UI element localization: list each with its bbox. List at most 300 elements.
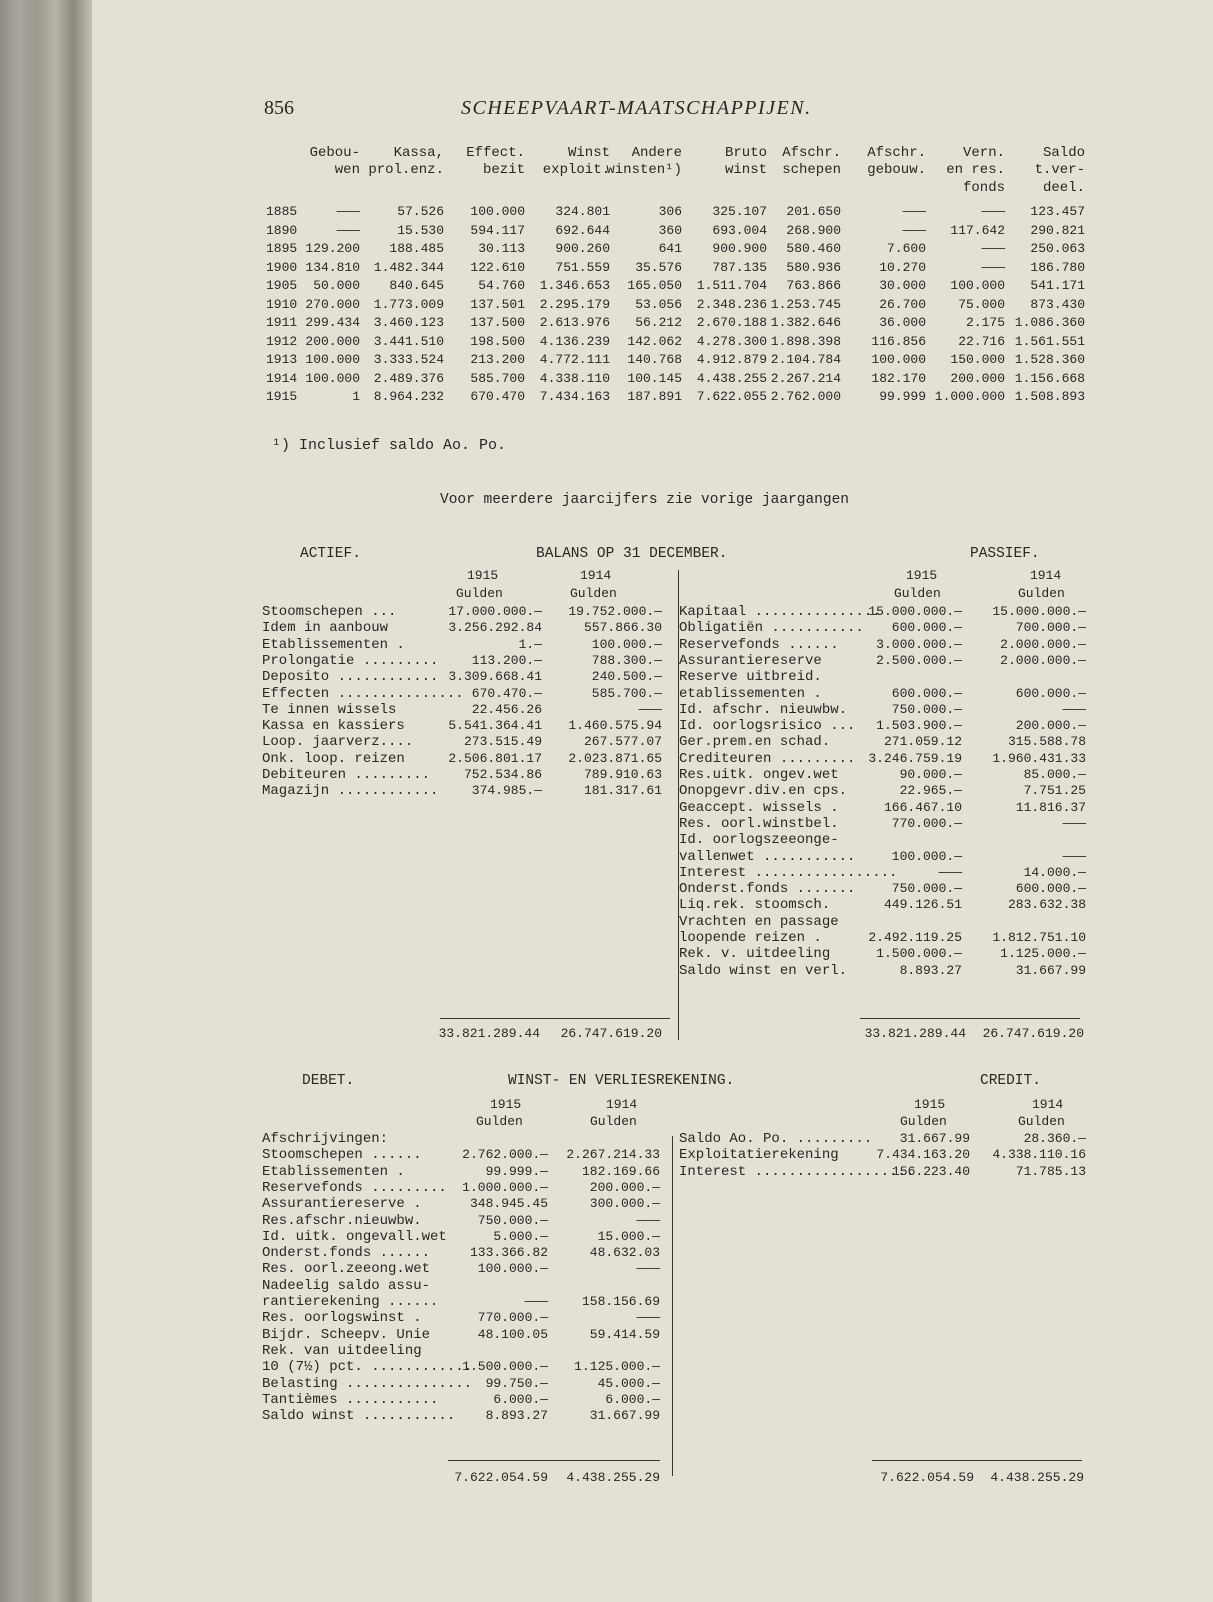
stats-cell: 2.267.214 (770, 370, 841, 386)
debet-row-label: Onderst.fonds ...... (262, 1245, 431, 1262)
passief-row-label: Vrachten en passage (679, 913, 839, 930)
balans-year-1914-a: 1914 (580, 568, 612, 583)
passief-row-value-1914: 700.000.— (1015, 620, 1086, 636)
passief-row-value-1914: 1.125.000.— (1000, 946, 1086, 962)
wv-total-1914-c: 4.438.255.29 (990, 1470, 1084, 1485)
balans-unit-p1: Gulden (894, 586, 941, 601)
stats-year: 1890 (266, 222, 298, 238)
debet-row-label: Rek. van uitdeeling (262, 1342, 422, 1359)
actief-row-value-1915: 22.456.26 (471, 701, 542, 717)
debet-row-value-1914: 300.000.— (589, 1196, 660, 1212)
stats-header-cell: schepen (782, 162, 841, 178)
stats-year: 1911 (266, 315, 298, 330)
stats-cell: 299.434 (305, 315, 360, 330)
stats-cell: 100.000 (470, 204, 525, 219)
passief-row-value-1914: ——— (1062, 701, 1086, 717)
debet-row-label: Afschrijvingen: (262, 1131, 389, 1147)
actief-row-value-1915: 670.470.— (471, 685, 542, 701)
stats-cell: ——— (336, 204, 360, 219)
stats-cell: 1.898.398 (770, 333, 841, 349)
debet-row-label: rantierekening ...... (262, 1294, 439, 1310)
actief-row-label: Idem in aanbouw (262, 620, 389, 637)
stats-cell: 873.430 (1030, 296, 1085, 312)
passief-row-value-1914: 11.816.37 (1015, 799, 1086, 815)
stats-cell: 3.460.123 (373, 315, 444, 330)
stats-cell: 641 (658, 241, 682, 256)
stats-cell: 30.113 (478, 241, 525, 256)
passief-row-value-1914: 2.000.000.— (1000, 652, 1086, 668)
actief-row-value-1915: 273.515.49 (463, 734, 542, 750)
wv-year-1914-c: 1914 (1032, 1097, 1064, 1112)
stats-cell: 2.295.179 (539, 296, 610, 312)
passief-row-label: Onderst.fonds ....... (679, 881, 856, 898)
stats-cell: 134.810 (305, 259, 360, 275)
stats-cell: 165.050 (627, 278, 682, 293)
stats-year: 1915 (266, 389, 298, 404)
stats-cell: 360 (658, 222, 682, 238)
stats-cell: 129.200 (305, 241, 360, 256)
stats-cell: 1.528.360 (1014, 352, 1085, 367)
passief-row-value-1915: 90.000.— (899, 767, 962, 782)
stats-cell: 100.145 (627, 370, 682, 386)
credit-row-value-1915: 156.223.40 (891, 1163, 970, 1179)
stats-header-cell: Afschr. (867, 145, 926, 161)
balans-total-1914-a: 26.747.619.20 (560, 1026, 662, 1041)
stats-cell: 30.000 (879, 278, 926, 293)
passief-row-label: Rek. v. uitdeeling (679, 946, 831, 963)
actief-row-value-1915: 5.541.364.41 (448, 718, 542, 734)
stats-cell: 900.900 (712, 241, 767, 256)
actief-row-value-1915: 1.— (518, 636, 542, 652)
passief-row-value-1914: 1.812.751.10 (992, 930, 1086, 945)
debet-row-value-1914: 1.125.000.— (574, 1359, 660, 1375)
balans-rule-left (440, 1018, 670, 1019)
actief-row-label: Deposito ............ (262, 669, 439, 686)
passief-row-value-1914: 15.000.000.— (992, 604, 1086, 619)
stats-cell: 213.200 (470, 352, 525, 367)
note: Voor meerdere jaarcijfers zie vorige jaargangen (440, 492, 849, 508)
stats-cell: 137.500 (470, 315, 525, 330)
stats-header-cell: en res. (946, 162, 1005, 178)
wv-unit-d2: Gulden (590, 1114, 637, 1129)
stats-cell: 123.457 (1030, 204, 1085, 219)
stats-cell: 26.700 (879, 296, 926, 312)
credit-row-value-1914: 28.360.— (1023, 1131, 1086, 1146)
debet-row-value-1915: 99.999.— (485, 1163, 548, 1179)
stats-cell: 99.999 (879, 389, 926, 404)
stats-cell: 100.000 (871, 352, 926, 367)
debet-row-value-1914: 200.000.— (589, 1179, 660, 1195)
stats-cell: 1.156.668 (1014, 370, 1085, 386)
passief-row-label: Assurantiereserve (679, 652, 822, 669)
actief-row-value-1914: 557.866.30 (583, 620, 662, 636)
debet-row-label: 10 (7½) pct. ............ (262, 1359, 473, 1376)
stats-header-cell: winsten¹) (606, 162, 682, 178)
debet-row-value-1915: 750.000.— (477, 1212, 548, 1228)
stats-cell: 1 (352, 389, 360, 404)
debet-row-label: Assurantiereserve . (262, 1196, 422, 1213)
stats-cell: ——— (981, 259, 1005, 275)
stats-year: 1910 (266, 296, 298, 312)
stats-cell: 201.650 (786, 204, 841, 219)
passief-row-value-1915: 2.500.000.— (876, 652, 962, 668)
passief-row-value-1915: 8.893.27 (899, 962, 962, 978)
stats-cell: 840.645 (389, 278, 444, 293)
debet-row-label: Res. oorlogswinst . (262, 1310, 422, 1327)
stats-cell: 7.600 (886, 241, 926, 256)
passief-row-value-1915: 100.000.— (891, 848, 962, 864)
passief-row-value-1915: 750.000.— (891, 701, 962, 717)
passief-row-value-1914: 14.000.— (1023, 864, 1086, 880)
wv-rule-right (872, 1460, 1082, 1461)
credit-row-label: Interest ................... (679, 1163, 915, 1180)
actief-row-value-1915: 3.256.292.84 (448, 620, 542, 636)
stats-cell: 1.561.551 (1014, 333, 1085, 349)
actief-title: ACTIEF. (300, 546, 361, 562)
passief-row-label: loopende reizen . (679, 930, 822, 946)
passief-row-label: Onopgevr.div.en cps. (679, 783, 848, 800)
debet-row-value-1915: 8.893.27 (485, 1408, 548, 1424)
passief-row-label: Ger.prem.en schad. (679, 734, 831, 751)
passief-row-label: Obligatiën ........... (679, 620, 864, 637)
credit-row-value-1915: 7.434.163.20 (876, 1147, 970, 1163)
balans-year-1915-a: 1915 (467, 568, 499, 583)
stats-cell: 50.000 (313, 278, 360, 293)
stats-cell: 150.000 (950, 352, 1005, 367)
debet-row-value-1915: ——— (524, 1294, 548, 1309)
stats-cell: 4.438.255 (696, 370, 767, 386)
stats-year: 1913 (266, 352, 298, 367)
passief-row-value-1915: 3.246.759.19 (868, 750, 962, 766)
actief-row-value-1915: 752.534.86 (463, 767, 542, 782)
stats-cell: 2.762.000 (770, 389, 841, 404)
debet-row-value-1915: 1.500.000.— (462, 1359, 548, 1375)
balans-title: BALANS OP 31 DECEMBER. (536, 546, 728, 562)
stats-cell: 182.170 (871, 370, 926, 386)
stats-header-cell: Winst (567, 145, 610, 161)
passief-title: PASSIEF. (970, 546, 1040, 562)
stats-cell: ——— (902, 222, 926, 238)
stats-cell: 7.434.163 (539, 389, 610, 404)
passief-row-value-1914: 200.000.— (1015, 718, 1086, 734)
stats-header-cell: t.ver- (1034, 162, 1085, 178)
balans-unit-p2: Gulden (1018, 586, 1065, 601)
debet-row-value-1914: 158.156.69 (581, 1294, 660, 1309)
passief-row-value-1915: 15.000.000.— (868, 604, 962, 619)
balans-year-1915-p: 1915 (906, 568, 938, 583)
balans-total-1914-p: 26.747.619.20 (982, 1026, 1084, 1041)
balans-rule-right (860, 1018, 1080, 1019)
passief-row-value-1915: 2.492.119.25 (868, 930, 962, 945)
debet-row-value-1915: 6.000.— (493, 1391, 548, 1407)
stats-cell: 117.642 (950, 222, 1005, 238)
book-spine (0, 0, 92, 1602)
passief-row-value-1915: 271.059.12 (883, 734, 962, 750)
stats-cell: 541.171 (1030, 278, 1085, 293)
stats-header-cell: Vern. (962, 145, 1005, 161)
actief-row-value-1914: 181.317.61 (583, 783, 662, 799)
wv-title: WINST- EN VERLIESREKENING. (508, 1073, 735, 1089)
actief-row-value-1914: 240.500.— (591, 669, 662, 685)
wv-total-1915-d: 7.622.054.59 (454, 1470, 548, 1485)
stats-cell: 3.333.524 (373, 352, 444, 367)
passief-row-value-1915: ——— (938, 864, 962, 880)
stats-cell: 200.000 (950, 370, 1005, 386)
stats-year: 1905 (266, 278, 298, 293)
stats-cell: ——— (336, 222, 360, 238)
stats-header-cell: Saldo (1042, 145, 1085, 161)
passief-row-label: Res. oorl.winstbel. (679, 815, 839, 832)
stats-cell: 1.253.745 (770, 296, 841, 312)
debet-row-label: Bijdr. Scheepv. Unie (262, 1326, 431, 1343)
stats-cell: 580.936 (786, 259, 841, 275)
stats-cell: 200.000 (305, 333, 360, 349)
debet-row-value-1914: ——— (636, 1310, 660, 1326)
credit-row-label: Saldo Ao. Po. ......... (679, 1131, 873, 1147)
debet-row-value-1915: 133.366.82 (469, 1245, 548, 1261)
debet-row-label: Saldo winst ........... (262, 1408, 456, 1425)
passief-row-label: Saldo winst en verl. (679, 962, 848, 979)
actief-row-value-1914: 267.577.07 (583, 734, 662, 750)
stats-cell: 75.000 (958, 296, 1005, 312)
stats-cell: 1.086.360 (1014, 315, 1085, 330)
stats-cell: 100.000 (305, 352, 360, 367)
stats-cell: 15.530 (397, 222, 444, 238)
wv-total-1914-d: 4.438.255.29 (566, 1470, 660, 1485)
stats-header-cell: Afschr. (782, 145, 841, 161)
actief-row-value-1914: 585.700.— (591, 685, 662, 701)
stats-cell: 35.576 (635, 259, 682, 275)
passief-row-label: Liq.rek. stoomsch. (679, 897, 831, 914)
stats-cell: 2.348.236 (696, 296, 767, 312)
wv-unit-c2: Gulden (1018, 1114, 1065, 1129)
actief-row-label: Etablissementen . (262, 636, 405, 653)
debet-row-value-1914: ——— (636, 1212, 660, 1228)
passief-row-value-1914: 283.632.38 (1007, 897, 1086, 913)
stats-cell: 1.773.009 (373, 296, 444, 312)
page-number: 856 (264, 97, 294, 119)
passief-row-value-1914: 600.000.— (1015, 881, 1086, 897)
stats-cell: 2.670.188 (696, 315, 767, 330)
stats-cell: 2.175 (965, 315, 1005, 330)
actief-row-value-1915: 3.309.668.41 (448, 669, 542, 685)
actief-row-label: Te innen wissels (262, 701, 397, 718)
stats-cell: 3.441.510 (373, 333, 444, 349)
passief-row-value-1915: 449.126.51 (883, 897, 962, 913)
stats-cell: 186.780 (1030, 259, 1085, 275)
stats-cell: 1.382.646 (770, 315, 841, 330)
stats-cell: 585.700 (470, 370, 525, 386)
stats-cell: 580.460 (786, 241, 841, 256)
passief-row-label: Res.uitk. ongev.wet (679, 767, 839, 783)
debet-row-value-1915: 99.750.— (485, 1375, 548, 1391)
stats-cell: 324.801 (555, 204, 610, 219)
debet-row-value-1915: 100.000.— (477, 1261, 548, 1277)
passief-row-value-1915: 1.500.000.— (876, 946, 962, 962)
stats-cell: 57.526 (397, 204, 444, 219)
balans-total-1915-a: 33.821.289.44 (438, 1026, 540, 1041)
actief-row-value-1915: 113.200.— (471, 652, 542, 668)
stats-cell: 787.135 (712, 259, 767, 275)
stats-cell: 10.270 (879, 259, 926, 275)
passief-row-value-1915: 600.000.— (891, 685, 962, 701)
debet-row-value-1915: 5.000.— (493, 1228, 548, 1244)
stats-header-cell: Andere (631, 145, 682, 161)
debet-row-value-1915: 348.945.45 (469, 1196, 548, 1212)
passief-row-label: Id. afschr. nieuwbw. (679, 701, 848, 718)
stats-cell: 250.063 (1030, 241, 1085, 256)
balans-total-1915-p: 33.821.289.44 (864, 1026, 966, 1041)
debet-row-label: Reservefonds ......... (262, 1179, 447, 1196)
stats-cell: 198.500 (470, 333, 525, 349)
passief-row-value-1915: 22.965.— (899, 783, 962, 799)
passief-row-value-1915: 3.000.000.— (876, 636, 962, 652)
stats-header-cell: exploit. (542, 162, 610, 178)
debet-row-label: Res. oorl.zeeong.wet (262, 1261, 431, 1278)
debet-row-value-1914: 15.000.— (597, 1228, 660, 1244)
passief-row-label: etablissementen . (679, 685, 822, 702)
stats-cell: 693.004 (712, 222, 767, 238)
stats-cell: 7.622.055 (696, 389, 767, 404)
stats-cell: ——— (902, 204, 926, 219)
wv-year-1915-d: 1915 (490, 1097, 522, 1112)
page-title: SCHEEPVAART-MAATSCHAPPIJEN. (461, 97, 812, 119)
actief-row-value-1914: 19.752.000.— (568, 604, 662, 619)
actief-row-label: Onk. loop. reizen (262, 750, 405, 767)
wv-rule-left (448, 1460, 660, 1461)
actief-row-label: Kassa en kassiers (262, 718, 405, 735)
debet-row-value-1915: 48.100.05 (477, 1326, 548, 1342)
debet-row-label: Stoomschepen ...... (262, 1147, 422, 1164)
balans-divider (678, 570, 679, 1040)
stats-header-cell: wen (334, 162, 360, 178)
stats-cell: 2.489.376 (373, 370, 444, 386)
balans-unit-a2: Gulden (570, 586, 617, 601)
stats-cell: 53.056 (635, 296, 682, 312)
stats-header-cell: winst (724, 162, 767, 178)
actief-row-value-1914: 788.300.— (591, 652, 662, 668)
stats-cell: 270.000 (305, 296, 360, 312)
stats-header-cell: Kassa, (393, 145, 444, 161)
wv-unit-c1: Gulden (900, 1114, 947, 1129)
passief-row-value-1914: 315.588.78 (1007, 734, 1086, 750)
debet-row-value-1914: 48.632.03 (589, 1245, 660, 1261)
stats-cell: 4.912.879 (696, 352, 767, 367)
credit-row-value-1915: 31.667.99 (899, 1131, 970, 1146)
actief-row-label: Debiteuren ......... (262, 767, 431, 783)
stats-cell: 36.000 (879, 315, 926, 330)
stats-cell: 594.117 (470, 222, 525, 238)
debet-row-value-1915: 770.000.— (477, 1310, 548, 1326)
stats-year: 1900 (266, 259, 298, 275)
debet-row-label: Etablissementen . (262, 1163, 405, 1180)
stats-cell: 1.508.893 (1014, 389, 1085, 404)
passief-row-value-1915: 166.467.10 (883, 799, 962, 815)
stats-cell: 4.338.110 (539, 370, 610, 386)
passief-row-label: Kapitaal ............... (679, 604, 881, 620)
passief-row-value-1914: ——— (1062, 815, 1086, 831)
debet-row-label: Tantièmes ........... (262, 1391, 439, 1408)
stats-cell: 56.212 (635, 315, 682, 330)
stats-cell: 188.485 (389, 241, 444, 256)
passief-row-value-1915: 770.000.— (891, 815, 962, 831)
passief-row-label: Id. oorlogszeeonge- (679, 832, 839, 849)
actief-row-value-1914: 100.000.— (591, 636, 662, 652)
actief-row-label: Effecten ............... (262, 685, 464, 702)
stats-cell: 306 (658, 204, 682, 219)
credit-row-value-1914: 71.785.13 (1015, 1163, 1086, 1179)
debet-row-value-1915: 2.762.000.— (462, 1147, 548, 1163)
stats-header-cell: bezit (482, 162, 525, 178)
passief-row-value-1915: 600.000.— (891, 620, 962, 636)
stats-cell: 137.501 (470, 296, 525, 312)
debet-row-value-1914: 6.000.— (605, 1391, 660, 1407)
debet-title: DEBET. (302, 1073, 355, 1089)
stats-cell: 763.866 (786, 278, 841, 293)
actief-row-label: Stoomschepen ... (262, 604, 397, 620)
passief-row-label: Geaccept. wissels . (679, 799, 839, 816)
stats-cell: 100.000 (950, 278, 1005, 293)
stats-cell: 100.000 (305, 370, 360, 386)
credit-row-value-1914: 4.338.110.16 (992, 1147, 1086, 1163)
passief-row-value-1914: 85.000.— (1023, 767, 1086, 782)
debet-row-value-1914: 182.169.66 (581, 1163, 660, 1179)
stats-cell: 142.062 (627, 333, 682, 349)
actief-row-label: Loop. jaarverz.... (262, 734, 414, 751)
actief-row-value-1915: 17.000.000.— (448, 604, 542, 619)
credit-title: CREDIT. (980, 1073, 1041, 1089)
wv-year-1914-d: 1914 (606, 1097, 638, 1112)
debet-row-label: Nadeelig saldo assu- (262, 1277, 431, 1294)
stats-cell: 2.104.784 (770, 352, 841, 367)
stats-header-cell: Bruto (724, 145, 767, 161)
passief-row-label: Id. oorlogsrisico ... (679, 718, 856, 735)
actief-row-value-1914: 789.910.63 (583, 767, 662, 782)
actief-row-value-1915: 374.985.— (471, 783, 542, 799)
stats-cell: 1.511.704 (696, 278, 767, 293)
actief-row-label: Prolongatie ......... (262, 652, 439, 669)
actief-row-value-1914: 2.023.871.65 (568, 750, 662, 766)
debet-row-value-1914: 2.267.214.33 (566, 1147, 660, 1163)
debet-row-label: Belasting ............... (262, 1375, 473, 1392)
stats-cell: 1.482.344 (373, 259, 444, 275)
stats-cell: 751.559 (555, 259, 610, 275)
debet-row-value-1914: 59.414.59 (589, 1326, 660, 1342)
stats-cell: 1.346.653 (539, 278, 610, 293)
stats-cell: 325.107 (712, 204, 767, 219)
wv-year-1915-c: 1915 (914, 1097, 946, 1112)
stats-year: 1895 (266, 241, 298, 256)
stats-cell: 122.610 (470, 259, 525, 275)
passief-row-label: Interest ................. (679, 864, 898, 881)
stats-cell: 54.760 (478, 278, 525, 293)
stats-cell: 116.856 (871, 333, 926, 349)
debet-row-label: Id. uitk. ongevall.wet (262, 1228, 447, 1245)
passief-row-value-1914: 600.000.— (1015, 685, 1086, 701)
stats-cell: 22.716 (958, 333, 1005, 349)
stats-header-cell: Gebou- (309, 145, 360, 161)
debet-row-value-1915: 1.000.000.— (462, 1179, 548, 1195)
actief-row-value-1914: 1.460.575.94 (568, 718, 662, 734)
actief-row-value-1914: ——— (638, 701, 662, 717)
wv-unit-d1: Gulden (476, 1114, 523, 1129)
balans-unit-a1: Gulden (456, 586, 503, 601)
stats-cell: 900.260 (555, 241, 610, 256)
stats-header-cell: fonds (962, 180, 1005, 196)
passief-row-value-1914: 31.667.99 (1015, 962, 1086, 978)
stats-cell: 670.470 (470, 389, 525, 404)
stats-cell: 1.000.000 (934, 389, 1005, 404)
